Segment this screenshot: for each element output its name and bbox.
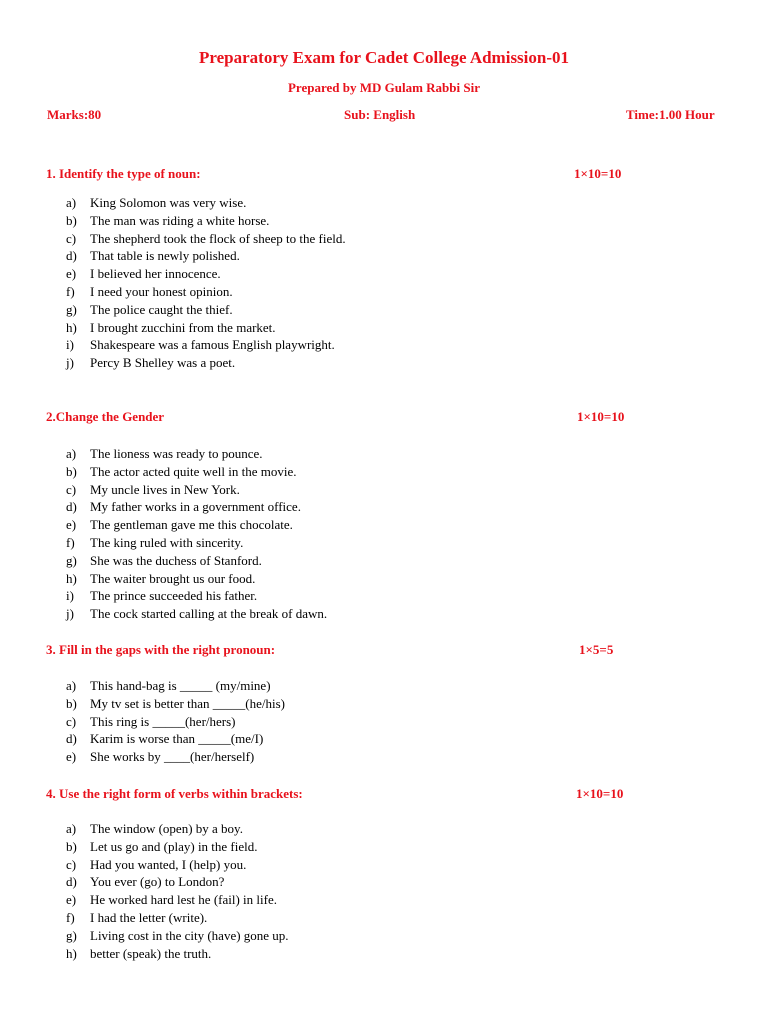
- item-label: h): [66, 945, 77, 961]
- item-label: j): [66, 606, 74, 622]
- item-label: c): [66, 230, 77, 246]
- item-text: I need your honest opinion.: [90, 283, 233, 299]
- item-text: My father works in a government office.: [90, 499, 301, 515]
- item-text: My tv set is better than _____(he/his): [90, 695, 285, 711]
- item-text: The police caught the thief.: [90, 301, 233, 317]
- list-item: [66, 909, 289, 927]
- list-item: [66, 265, 346, 283]
- section-4-list: [66, 820, 289, 962]
- marks-info: Marks:80: [47, 107, 102, 122]
- item-label: a): [66, 678, 77, 693]
- item-label: h): [66, 570, 77, 586]
- item-label: b): [66, 463, 77, 479]
- item-label: d): [66, 731, 77, 747]
- section-1-title: 1. Identify the type of noun:: [46, 166, 201, 181]
- item-label: h): [66, 319, 77, 335]
- item-text: Let us go and (play) in the field.: [90, 838, 258, 854]
- item-text: The king ruled with sincerity.: [90, 534, 244, 550]
- item-label: e): [66, 266, 77, 282]
- item-text: Living cost in the city (have) gone up.: [90, 927, 289, 943]
- item-text: My uncle lives in New York.: [90, 481, 240, 497]
- item-text: The window (open) by a boy.: [90, 821, 243, 836]
- list-item: [66, 570, 327, 588]
- list-item: [66, 730, 285, 748]
- list-item: [66, 856, 289, 874]
- list-item: [66, 695, 285, 713]
- item-label: c): [66, 481, 77, 497]
- item-label: f): [66, 534, 75, 550]
- item-label: g): [66, 301, 77, 317]
- subject-info: Sub: English: [344, 107, 416, 122]
- list-item: [66, 677, 285, 695]
- section-4-title: 4. Use the right form of verbs within brackets:: [46, 786, 303, 801]
- item-text: Karim is worse than _____(me/I): [90, 731, 264, 747]
- item-label: a): [66, 446, 77, 461]
- list-item: [66, 516, 327, 534]
- item-label: e): [66, 517, 77, 533]
- item-text: The prince succeeded his father.: [90, 588, 258, 604]
- item-text: I had the letter (write).: [90, 909, 208, 925]
- item-label: b): [66, 838, 77, 854]
- item-label: e): [66, 749, 77, 765]
- item-label: d): [66, 874, 77, 890]
- list-item: [66, 230, 346, 248]
- item-text: The man was riding a white horse.: [90, 212, 270, 228]
- item-label: g): [66, 927, 77, 943]
- section-3-title: 3. Fill in the gaps with the right pronoun:: [46, 642, 276, 657]
- list-item: [66, 838, 289, 856]
- item-text: The lioness was ready to pounce.: [90, 446, 263, 461]
- item-label: a): [66, 195, 77, 210]
- item-label: g): [66, 552, 77, 568]
- item-label: j): [66, 355, 74, 371]
- item-label: b): [66, 695, 77, 711]
- item-label: i): [66, 337, 74, 353]
- item-label: c): [66, 713, 77, 729]
- item-text: I brought zucchini from the market.: [90, 319, 276, 335]
- list-item: [66, 945, 289, 963]
- item-text: The actor acted quite well in the movie.: [90, 463, 297, 479]
- section-2-list: [66, 445, 327, 623]
- list-item: [66, 748, 285, 766]
- item-text: That table is newly polished.: [90, 248, 240, 264]
- list-item: [66, 445, 327, 463]
- item-label: d): [66, 499, 77, 515]
- section-3-marks: 1×5=5: [579, 642, 614, 657]
- item-label: b): [66, 212, 77, 228]
- item-text: The waiter brought us our food.: [90, 570, 256, 586]
- item-text: The shepherd took the flock of sheep to the field.: [90, 230, 346, 246]
- list-item: [66, 498, 327, 516]
- list-item: [66, 552, 327, 570]
- item-label: a): [66, 821, 77, 836]
- item-text: better (speak) the truth.: [90, 945, 212, 961]
- item-label: e): [66, 892, 77, 908]
- item-label: i): [66, 588, 74, 604]
- list-item: [66, 212, 346, 230]
- time-info: Time:1.00 Hour: [626, 107, 715, 122]
- list-item: [66, 587, 327, 605]
- section-4-marks: 1×10=10: [576, 786, 624, 801]
- list-item: [66, 927, 289, 945]
- item-text: I believed her innocence.: [90, 266, 221, 282]
- list-item: [66, 247, 346, 265]
- section-2-marks: 1×10=10: [577, 409, 625, 424]
- list-item: [66, 605, 327, 623]
- prepared-by: Prepared by MD Gulam Rabbi Sir: [287, 80, 480, 95]
- item-text: She works by ____(her/herself): [90, 749, 255, 765]
- section-1-marks: 1×10=10: [574, 166, 622, 181]
- item-text: The cock started calling at the break of dawn.: [90, 606, 328, 622]
- item-text: King Solomon was very wise.: [90, 195, 247, 210]
- exam-title: Preparatory Exam for Cadet College Admission-01: [198, 48, 570, 67]
- item-label: f): [66, 283, 75, 299]
- item-text: Percy B Shelley was a poet.: [90, 355, 236, 371]
- list-item: [66, 820, 289, 838]
- item-text: He worked hard lest he (fail) in life.: [90, 892, 277, 908]
- item-label: f): [66, 909, 75, 925]
- list-item: [66, 336, 346, 354]
- list-item: [66, 301, 346, 319]
- list-item: [66, 194, 346, 212]
- item-label: d): [66, 248, 77, 264]
- section-3-list: [66, 677, 285, 766]
- item-text: The gentleman gave me this chocolate.: [90, 517, 293, 533]
- list-item: [66, 713, 285, 731]
- item-text: You ever (go) to London?: [90, 874, 225, 890]
- list-item: [66, 481, 327, 499]
- item-text: This hand-bag is _____ (my/mine): [90, 678, 271, 693]
- item-text: This ring is _____(her/hers): [90, 713, 236, 729]
- list-item: [66, 283, 346, 301]
- list-item: [66, 463, 327, 481]
- item-label: c): [66, 856, 77, 872]
- item-text: Shakespeare was a famous English playwright.: [90, 337, 335, 353]
- list-item: [66, 891, 289, 909]
- section-1-list: [66, 194, 346, 372]
- item-text: She was the duchess of Stanford.: [90, 552, 262, 568]
- list-item: [66, 354, 346, 372]
- list-item: [66, 873, 289, 891]
- list-item: [66, 534, 327, 552]
- item-text: Had you wanted, I (help) you.: [90, 856, 247, 872]
- section-2-title: 2.Change the Gender: [46, 409, 165, 424]
- list-item: [66, 319, 346, 337]
